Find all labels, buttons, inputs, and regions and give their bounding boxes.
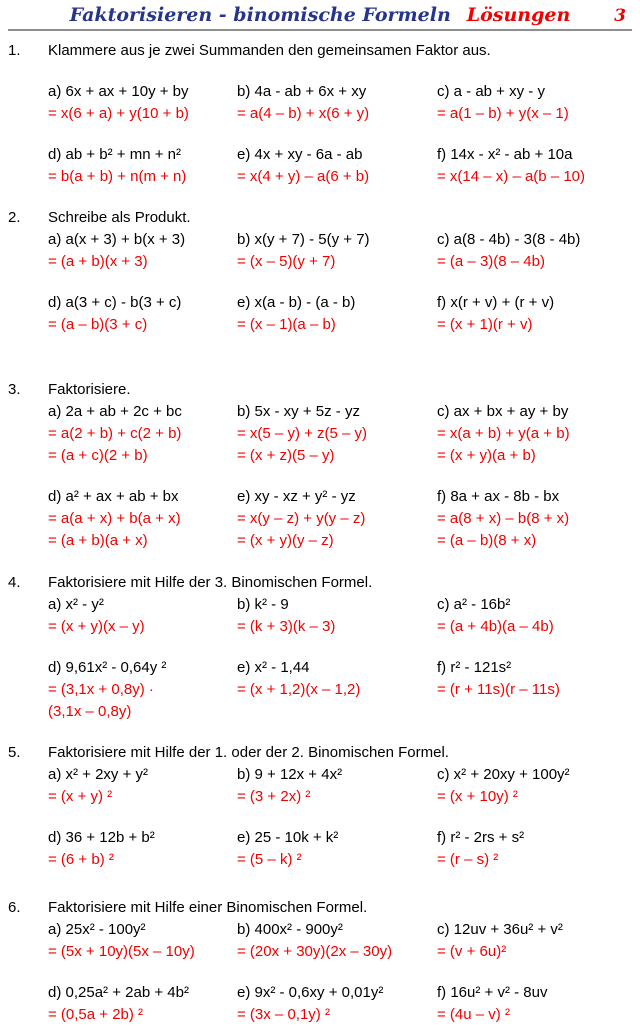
section-number: 4.	[8, 574, 21, 591]
solution-text: = (k + 3)(k – 3)	[237, 618, 336, 635]
solution-text: = a(a + x) + b(a + x)	[48, 510, 181, 527]
exercise-item	[437, 144, 632, 188]
section-instruction: Schreibe als Produkt.	[48, 209, 191, 226]
solution-text: = (r + 11s)(r – 11s)	[437, 681, 560, 698]
section-1	[8, 40, 632, 188]
problem-text: c) ax + bx + ay + by	[437, 403, 569, 420]
solution-text: = (0,5a + 2b) ²	[48, 1006, 144, 1023]
exercise-row	[48, 229, 632, 273]
exercise-row	[48, 292, 632, 336]
problem-text: d) a(3 + c) - b(3 + c)	[48, 294, 182, 311]
problem-text: d) 0,25a² + 2ab + 4b²	[48, 984, 189, 1001]
exercise-item	[48, 827, 237, 871]
exercise-item	[48, 144, 237, 188]
exercise-item	[48, 229, 237, 273]
problem-text: f) x(r + v) + (r + v)	[437, 294, 555, 311]
solution-text: = (5x + 10y)(5x – 10y)	[48, 943, 195, 960]
section-number: 2.	[8, 209, 21, 226]
solution-text: = (3 + 2x) ²	[237, 788, 311, 805]
section-header	[8, 40, 632, 62]
exercise-row	[48, 827, 632, 871]
section-instruction: Klammere aus je zwei Summanden den gemeinsamen Faktor aus.	[48, 42, 491, 59]
exercise-item	[237, 229, 437, 273]
section-instruction: Faktorisiere mit Hilfe der 3. Binomischen Formel.	[48, 574, 373, 591]
exercise-row	[48, 144, 632, 188]
exercise-item	[437, 292, 632, 336]
solution-text: = x(y – z) + y(y – z)	[237, 510, 366, 527]
solution-text: (3,1x – 0,8y)	[48, 703, 132, 720]
exercise-item	[237, 764, 437, 808]
exercise-item	[437, 764, 632, 808]
page-number: 3	[614, 6, 626, 26]
problem-text: b) 5x - xy + 5z - yz	[237, 403, 360, 420]
problem-text: f) 16u² + v² - 8uv	[437, 984, 548, 1001]
problem-text: d) a² + ax + ab + bx	[48, 488, 179, 505]
exercise-item	[237, 486, 437, 552]
problem-text: e) xy - xz + y² - yz	[237, 488, 356, 505]
exercise-item	[237, 594, 437, 638]
exercise-item	[437, 919, 632, 963]
exercise-item	[48, 594, 237, 638]
problem-text: b) x(y + 7) - 5(y + 7)	[237, 231, 370, 248]
section-header	[8, 379, 632, 401]
problem-text: f) 8a + ax - 8b - bx	[437, 488, 560, 505]
solution-text: = (x + 1,2)(x – 1,2)	[237, 681, 361, 698]
solution-text: = (20x + 30y)(2x – 30y)	[237, 943, 393, 960]
exercise-item	[48, 81, 237, 125]
section-2	[8, 207, 632, 336]
section-number: 1.	[8, 42, 21, 59]
solution-text: = (x – 5)(y + 7)	[237, 253, 336, 270]
solution-text: = x(a + b) + y(a + b)	[437, 425, 570, 442]
exercise-item	[437, 827, 632, 871]
section-header	[8, 572, 632, 594]
exercise-row	[48, 594, 632, 638]
section-instruction: Faktorisiere mit Hilfe einer Binomischen Formel.	[48, 899, 368, 916]
section-header	[8, 742, 632, 764]
exercise-item	[48, 401, 237, 467]
solution-text: = a(2 + b) + c(2 + b)	[48, 425, 182, 442]
section-number: 5.	[8, 744, 21, 761]
exercise-row	[48, 657, 632, 723]
problem-text: b) 9 + 12x + 4x²	[237, 766, 343, 783]
page-header	[8, 4, 632, 31]
exercise-item	[237, 144, 437, 188]
solution-text: = x(6 + a) + y(10 + b)	[48, 105, 189, 122]
exercise-item	[237, 292, 437, 336]
problem-text: c) 12uv + 36u² + v²	[437, 921, 563, 938]
problem-text: a) 6x + ax + 10y + by	[48, 83, 189, 100]
problem-text: e) 4x + xy - 6a - ab	[237, 146, 363, 163]
exercise-item	[48, 657, 237, 723]
exercise-row	[48, 486, 632, 552]
problem-text: d) ab + b² + mn + n²	[48, 146, 181, 163]
solutions-label: Lösungen	[466, 4, 571, 26]
solution-text: = (x + y) ²	[48, 788, 113, 805]
problem-text: b) k² - 9	[237, 596, 289, 613]
solution-text: = (x + y)(a + b)	[437, 447, 536, 464]
solution-text: = (x – 1)(a – b)	[237, 316, 336, 333]
solution-text: = (x + z)(5 – y)	[237, 447, 335, 464]
exercise-item	[437, 486, 632, 552]
solution-text: = (6 + b) ²	[48, 851, 114, 868]
exercise-item	[48, 292, 237, 336]
problem-text: e) 9x² - 0,6xy + 0,01y²	[237, 984, 384, 1001]
solution-text: = (a – 3)(8 – 4b)	[437, 253, 545, 270]
problem-text: b) 400x² - 900y²	[237, 921, 343, 938]
problem-text: e) 25 - 10k + k²	[237, 829, 339, 846]
problem-text: a) 25x² - 100y²	[48, 921, 146, 938]
exercise-row	[48, 982, 632, 1026]
problem-text: d) 9,61x² - 0,64y ²	[48, 659, 167, 676]
section-instruction: Faktorisiere mit Hilfe der 1. oder der 2. Binomischen Formel.	[48, 744, 449, 761]
solution-text: = x(4 + y) – a(6 + b)	[237, 168, 370, 185]
problem-text: e) x² - 1,44	[237, 659, 310, 676]
solution-text: = (v + 6u)²	[437, 943, 507, 960]
exercise-item	[48, 764, 237, 808]
solution-text: = a(4 – b) + x(6 + y)	[237, 105, 370, 122]
solution-text: = b(a + b) + n(m + n)	[48, 168, 187, 185]
problem-text: f) r² - 2rs + s²	[437, 829, 525, 846]
solution-text: = (x + y)(y – z)	[237, 532, 334, 549]
exercise-item	[437, 982, 632, 1026]
problem-text: a) 2a + ab + 2c + bc	[48, 403, 182, 420]
problem-text: a) x² + 2xy + y²	[48, 766, 149, 783]
exercise-item	[437, 401, 632, 467]
problem-text: c) x² + 20xy + 100y²	[437, 766, 570, 783]
exercise-item	[237, 982, 437, 1026]
solution-text: = (a – b)(3 + c)	[48, 316, 148, 333]
problem-text: f) r² - 121s²	[437, 659, 512, 676]
exercise-item	[437, 229, 632, 273]
problem-text: b) 4a - ab + 6x + xy	[237, 83, 367, 100]
section-5	[8, 742, 632, 871]
solution-text: = (x + y)(x – y)	[48, 618, 145, 635]
solution-text: = (3x – 0,1y) ²	[237, 1006, 330, 1023]
solution-text: = x(14 – x) – a(b – 10)	[437, 168, 585, 185]
solution-text: = (a + b)(a + x)	[48, 532, 148, 549]
exercise-item	[237, 919, 437, 963]
exercise-item	[437, 657, 632, 723]
problem-text: e) x(a - b) - (a - b)	[237, 294, 356, 311]
exercise-row	[48, 81, 632, 125]
exercise-item	[48, 982, 237, 1026]
section-header	[8, 207, 632, 229]
exercise-item	[48, 486, 237, 552]
problem-text: d) 36 + 12b + b²	[48, 829, 155, 846]
problem-text: a) x² - y²	[48, 596, 104, 613]
problem-text: c) a² - 16b²	[437, 596, 511, 613]
section-header	[8, 897, 632, 919]
exercise-item	[437, 594, 632, 638]
solution-text: = (x + 1)(r + v)	[437, 316, 533, 333]
solution-text: = (r – s) ²	[437, 851, 499, 868]
solution-text: = a(1 – b) + y(x – 1)	[437, 105, 569, 122]
exercise-item	[237, 827, 437, 871]
solution-text: = x(5 – y) + z(5 – y)	[237, 425, 368, 442]
exercise-row	[48, 764, 632, 808]
solution-text: = (5 – k) ²	[237, 851, 302, 868]
solution-text: = (a + 4b)(a – 4b)	[437, 618, 554, 635]
exercise-item	[237, 657, 437, 723]
solution-text: = a(8 + x) – b(8 + x)	[437, 510, 570, 527]
solution-text: = (a – b)(8 + x)	[437, 532, 537, 549]
section-4	[8, 572, 632, 723]
solution-text: = (x + 10y) ²	[437, 788, 518, 805]
problem-text: f) 14x - x² - ab + 10a	[437, 146, 573, 163]
section-number: 3.	[8, 381, 21, 398]
section-6	[8, 897, 632, 1026]
exercise-row	[48, 401, 632, 467]
exercise-item	[237, 401, 437, 467]
solution-text: = (3,1x + 0,8y) ·	[48, 681, 154, 698]
solution-text: = (a + b)(x + 3)	[48, 253, 148, 270]
exercise-item	[237, 81, 437, 125]
problem-text: c) a - ab + xy - y	[437, 83, 545, 100]
exercise-item	[437, 81, 632, 125]
section-3	[8, 379, 632, 552]
problem-text: c) a(8 - 4b) - 3(8 - 4b)	[437, 231, 581, 248]
section-instruction: Faktorisiere.	[48, 381, 131, 398]
solution-text: = (a + c)(2 + b)	[48, 447, 148, 464]
page-title: Faktorisieren - binomische Formeln	[69, 4, 451, 26]
exercise-item	[48, 919, 237, 963]
section-number: 6.	[8, 899, 21, 916]
problem-text: a) a(x + 3) + b(x + 3)	[48, 231, 186, 248]
exercise-row	[48, 919, 632, 963]
solution-text: = (4u – v) ²	[437, 1006, 510, 1023]
